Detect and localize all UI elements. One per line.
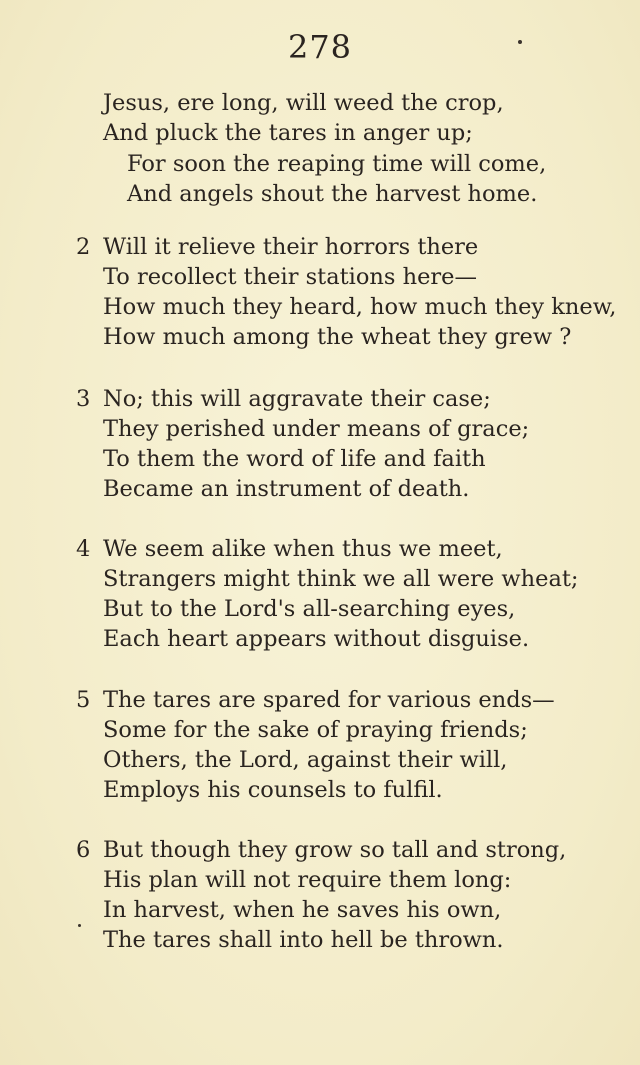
stanza-line: To them the word of life and faith [103,446,486,472]
stanza-line: His plan will not require them long: [103,867,512,893]
stanza-line: And angels shout the harvest home. [127,181,538,207]
stanza-line: How much among the wheat they grew ? [103,324,572,350]
stanza-line: Became an instrument of death. [103,476,470,502]
page-number: 278 [287,28,353,66]
stanza-line: And pluck the tares in anger up; [103,120,473,146]
stanza-line: Some for the sake of praying friends; [103,717,528,743]
stanza-number: 3 [76,386,91,412]
stanza-line: Others, the Lord, against their will, [103,747,508,773]
stanza-number: 6 [76,837,91,863]
stanza-line: To recollect their stations here— [103,264,477,290]
stanza-line: The tares shall into hell be thrown. [103,927,504,953]
stanza-line: How much they heard, how much they knew, [103,294,617,320]
stanza-line: Each heart appears without disguise. [103,626,530,652]
stanza-line: The tares are spared for various ends— [103,687,555,713]
stanza-line: Strangers might think we all were wheat; [103,566,579,592]
stanza-number: 2 [76,234,91,260]
stanza-line: But to the Lord's all-searching eyes, [103,596,516,622]
ink-speck-mark [518,40,522,44]
stanza-number: 5 [76,687,91,713]
stanza-line: We seem alike when thus we meet, [103,536,503,562]
stanza-line: For soon the reaping time will come, [127,151,547,177]
stanza-line: No; this will aggravate their case; [103,386,491,412]
stanza-line: In harvest, when he saves his own, [103,897,502,923]
stanza-line: Employs his counsels to fulfil. [103,777,443,803]
stanza-line: Will it relieve their horrors there [103,234,479,260]
stanza-line: Jesus, ere long, will weed the crop, [103,90,504,116]
stanza-number: 4 [76,536,91,562]
stanza-line: They perished under means of grace; [103,416,530,442]
ink-speck-mark [78,924,81,927]
stanza-line: But though they grow so tall and strong, [103,837,567,863]
